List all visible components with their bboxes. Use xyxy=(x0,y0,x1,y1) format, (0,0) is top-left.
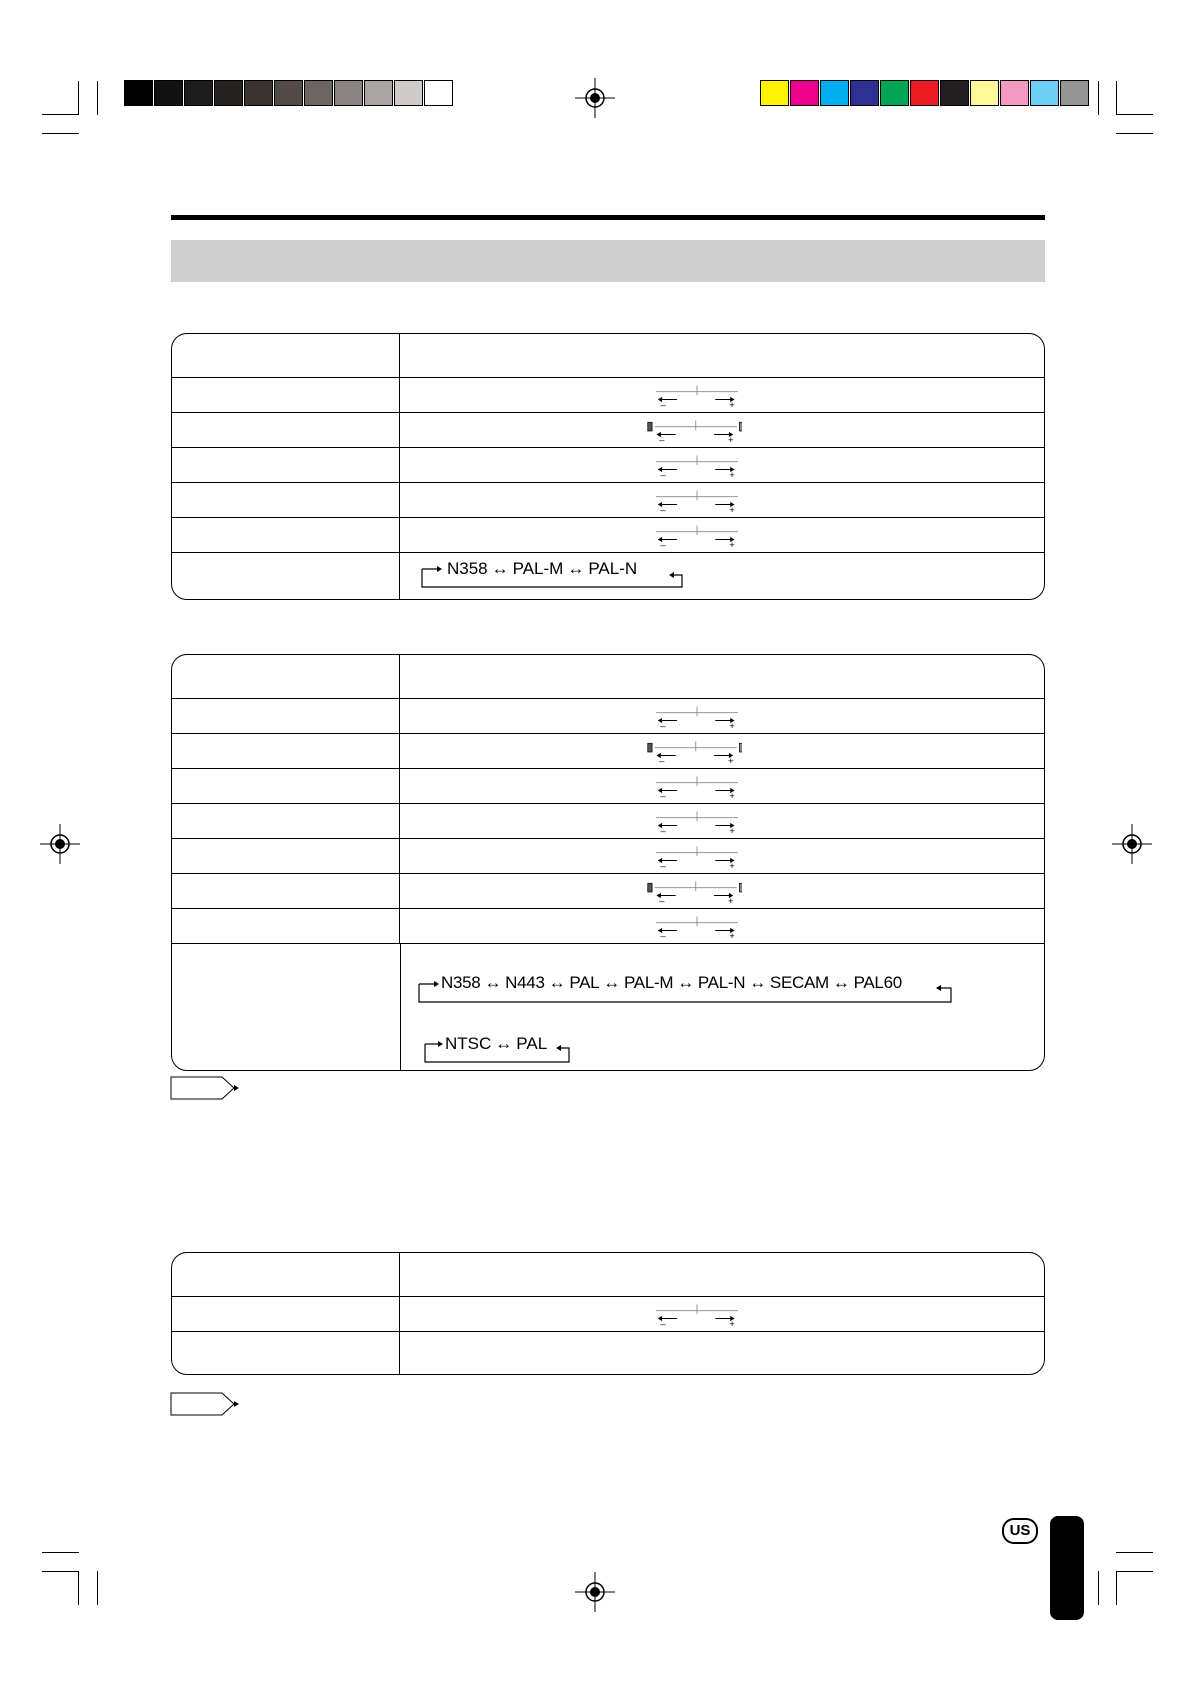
table-row xyxy=(172,803,1044,838)
adjustment-table-1 xyxy=(171,333,1045,600)
adjustment-slider-icon xyxy=(656,913,752,941)
crop-mark xyxy=(1098,1571,1099,1605)
title-band xyxy=(171,240,1045,282)
color-swatch xyxy=(364,80,393,106)
crop-mark xyxy=(42,133,79,134)
sequence-item: PAL-M xyxy=(512,559,564,578)
crop-mark xyxy=(1116,133,1153,134)
color-swatch xyxy=(184,80,213,106)
plus-label: + xyxy=(728,756,734,766)
table-row xyxy=(172,873,1044,908)
page-tab xyxy=(1050,1516,1084,1620)
color-swatch xyxy=(124,80,153,106)
table-row xyxy=(172,733,1044,768)
plus-label: + xyxy=(728,896,734,906)
note-tag-icon xyxy=(170,1076,240,1100)
crop-mark xyxy=(97,1571,98,1605)
color-swatch xyxy=(820,80,849,106)
plus-label: + xyxy=(729,540,735,550)
sequence-item: N358 xyxy=(441,973,481,992)
table-row xyxy=(172,377,1044,412)
table-row xyxy=(172,768,1044,803)
minus-label: – xyxy=(660,400,666,410)
table-header-row xyxy=(172,1253,1044,1296)
color-swatch xyxy=(1030,80,1059,106)
sequence-item: PAL-M xyxy=(624,973,674,992)
color-swatch xyxy=(970,80,999,106)
crop-mark xyxy=(42,1571,79,1572)
adjustment-slider-icon xyxy=(656,843,752,871)
color-swatch xyxy=(154,80,183,106)
sequence-item: PAL-N xyxy=(697,973,746,992)
crop-mark xyxy=(1116,1571,1117,1605)
signal-sequence: N358 ↔ PAL-M ↔ PAL-N xyxy=(447,559,638,578)
top-rule xyxy=(171,215,1045,220)
minus-label: – xyxy=(660,540,666,550)
region-badge: US xyxy=(1002,1518,1038,1544)
table-row xyxy=(172,447,1044,482)
color-swatch xyxy=(394,80,423,106)
plus-label: + xyxy=(729,791,735,801)
table-row xyxy=(172,943,1044,1070)
table-row xyxy=(172,482,1044,517)
color-swatch xyxy=(850,80,879,106)
table-row xyxy=(172,838,1044,873)
color-swatch xyxy=(1060,80,1089,106)
color-swatch xyxy=(1000,80,1029,106)
adjustment-table-2 xyxy=(171,654,1045,1071)
minus-label: – xyxy=(660,861,666,871)
registration-mark-icon xyxy=(1112,824,1152,864)
plus-label: + xyxy=(729,931,735,941)
registration-mark-icon xyxy=(40,824,80,864)
crop-mark xyxy=(78,81,79,115)
crop-mark xyxy=(1116,81,1117,115)
crop-mark xyxy=(1116,1552,1153,1553)
process-color-bar xyxy=(760,80,1090,106)
adjustment-slider-icon xyxy=(656,382,752,410)
table-row xyxy=(172,1296,1044,1331)
color-swatch xyxy=(304,80,333,106)
table-row xyxy=(172,412,1044,447)
color-swatch xyxy=(880,80,909,106)
minus-label: – xyxy=(660,505,666,515)
adjustment-slider-icon xyxy=(656,1301,752,1329)
plus-label: + xyxy=(729,861,735,871)
sequence-item: N443 xyxy=(505,973,545,992)
table-row xyxy=(172,908,1044,943)
sequence-item: NTSC xyxy=(445,1034,492,1053)
color-swatch xyxy=(760,80,789,106)
minus-label: – xyxy=(659,896,665,906)
adjustment-table-3 xyxy=(171,1252,1045,1375)
crop-mark xyxy=(1116,114,1153,115)
color-swatch xyxy=(244,80,273,106)
signal-sequence: NTSC ↔ PAL xyxy=(445,1034,548,1053)
sequence-item: SECAM xyxy=(769,973,829,992)
minus-label: – xyxy=(660,931,666,941)
sequence-item: PAL xyxy=(516,1034,548,1053)
crop-mark xyxy=(78,1571,79,1605)
signal-sequence: N358 ↔ N443 ↔ PAL ↔ PAL-M ↔ PAL-N ↔ SECAM ↔ PAL60 xyxy=(441,973,902,992)
plus-label: + xyxy=(729,826,735,836)
crop-mark xyxy=(42,1552,79,1553)
table-header-row xyxy=(172,655,1044,698)
adjustment-slider-icon xyxy=(656,522,752,550)
color-swatch xyxy=(274,80,303,106)
adjustment-slider-icon xyxy=(656,808,752,836)
color-swatch xyxy=(940,80,969,106)
plus-label: + xyxy=(728,435,734,445)
table-row xyxy=(172,552,1044,599)
table-row xyxy=(172,1331,1044,1374)
adjustment-slider-icon xyxy=(646,738,742,766)
registration-mark-icon xyxy=(575,78,615,118)
minus-label: – xyxy=(660,470,666,480)
adjustment-slider-icon xyxy=(646,417,742,445)
minus-label: – xyxy=(659,435,665,445)
note-tag-icon xyxy=(170,1392,240,1416)
sequence-item: PAL60 xyxy=(853,973,902,992)
adjustment-slider-icon xyxy=(656,703,752,731)
table-row xyxy=(172,698,1044,733)
adjustment-slider-icon xyxy=(646,878,742,906)
minus-label: – xyxy=(660,826,666,836)
minus-label: – xyxy=(660,721,666,731)
color-swatch xyxy=(214,80,243,106)
color-swatch xyxy=(424,80,453,106)
minus-label: – xyxy=(660,791,666,801)
color-swatch xyxy=(790,80,819,106)
adjustment-slider-icon xyxy=(656,452,752,480)
crop-mark xyxy=(1098,81,1099,115)
plus-label: + xyxy=(729,721,735,731)
sequence-item: PAL-N xyxy=(588,559,638,578)
crop-mark xyxy=(97,81,98,115)
sequence-item: PAL xyxy=(569,973,600,992)
adjustment-slider-icon xyxy=(656,487,752,515)
minus-label: – xyxy=(659,756,665,766)
color-swatch xyxy=(334,80,363,106)
adjustment-slider-icon xyxy=(656,773,752,801)
table-row xyxy=(172,517,1044,552)
table-header-row xyxy=(172,334,1044,377)
sequence-item: N358 xyxy=(447,559,488,578)
plus-label: + xyxy=(729,470,735,480)
plus-label: + xyxy=(729,505,735,515)
grayscale-color-bar xyxy=(124,80,454,106)
registration-mark-icon xyxy=(575,1572,615,1612)
minus-label: – xyxy=(660,1319,666,1329)
plus-label: + xyxy=(729,400,735,410)
plus-label: + xyxy=(729,1319,735,1329)
color-swatch xyxy=(910,80,939,106)
crop-mark xyxy=(42,114,79,115)
crop-mark xyxy=(1116,1571,1153,1572)
